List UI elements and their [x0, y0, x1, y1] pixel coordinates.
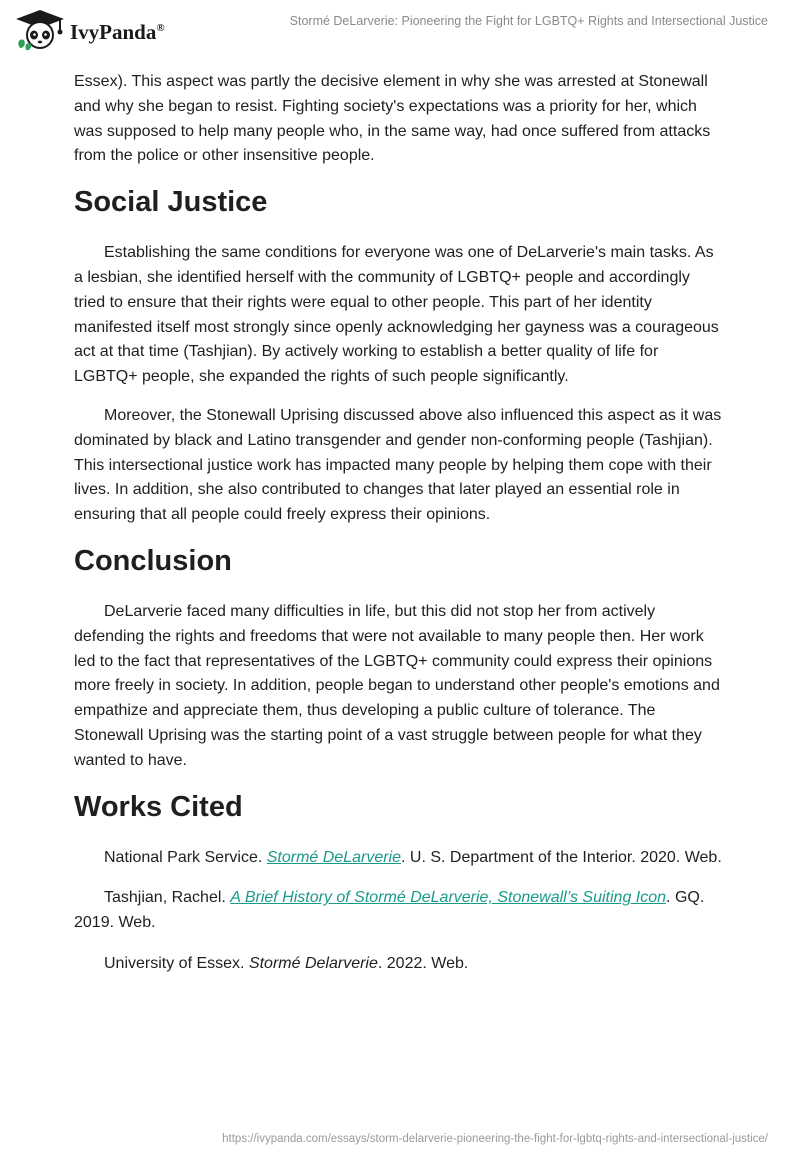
citation-title: Stormé Delarverie	[248, 954, 378, 972]
citation-link[interactable]: Stormé DeLarverie	[266, 848, 402, 866]
intro-paragraph: Essex). This aspect was partly the decisive element in why she was arrested at Stonewall and why she began to resist. Fighting society's expectations was a priority for her, which was supposed to help many people who, in the same way, had once suffered from attacks from the police or other insensitive people.	[74, 73, 711, 165]
ivypanda-logo[interactable]	[14, 8, 165, 52]
citation-entry: Tashjian, Rachel. A Brief History of Stormé DeLarverie, Stonewall’s Suiting Icon. GQ. 2019. Web.	[74, 889, 705, 932]
social-justice-paragraph-2: Moreover, the Stonewall Uprising discussed above also influenced this aspect as it was dominated by black and Latino transgender and gender non-conforming people (Tashjian). This intersectional justice work has impacted many people by helping them cope with their lives. In addition, she also contributed to changes that later played an essential role in ensuring that all people could freely express their opinions.	[74, 406, 722, 524]
social-justice-paragraph-1: Establishing the same conditions for everyone was one of DeLarverie's main tasks. As a lesbian, she identified herself with the community of LGBTQ+ people and accordingly tried to ensure that their rights were equal to other people. This part of her identity manifested itself most strongly since openly acknowledging her gayness was a courageous act at that time (Tashjian). By actively working to establish a better quality of life for LGBTQ+ people, she expanded the rights of such people significantly.	[74, 244, 719, 386]
page-header	[0, 0, 800, 60]
works-cited-heading: Works Cited	[74, 790, 243, 823]
essay-content	[74, 70, 724, 993]
conclusion-heading: Conclusion	[74, 544, 232, 577]
source-url: https://ivypanda.com/essays/storm-delarverie-pioneering-the-fight-for-lgbtq-rights-and-intersectional-justice/	[222, 1133, 768, 1145]
social-justice-heading: Social Justice	[74, 186, 268, 219]
conclusion-paragraph: DeLarverie faced many difficulties in life, but this did not stop her from actively defending the rights and freedoms that were not available to many people then. Her work led to the fact that representatives of the LGBTQ+ community could express their opinions more freely in society. In addition, people began to understand other people's emotions and empathize and appreciate them, thus developing a public culture of tolerance. The Stonewall Uprising was the starting point of a vast struggle between people for what they wanted to have.	[74, 602, 720, 769]
brand-name: IvyPanda®	[70, 19, 165, 44]
citation-entry: University of Essex. Stormé Delarverie. 2022. Web.	[104, 954, 469, 972]
citation-link[interactable]: A Brief History of Stormé DeLarverie, Stonewall’s Suiting Icon	[230, 889, 667, 907]
document-title: Stormé DeLarverie: Pioneering the Fight for LGBTQ+ Rights and Intersectional Justice	[289, 14, 768, 28]
citation-entry: National Park Service. Stormé DeLarverie. U. S. Department of the Interior. 2020. Web.	[104, 848, 722, 866]
panda-graduate-icon	[14, 8, 66, 52]
